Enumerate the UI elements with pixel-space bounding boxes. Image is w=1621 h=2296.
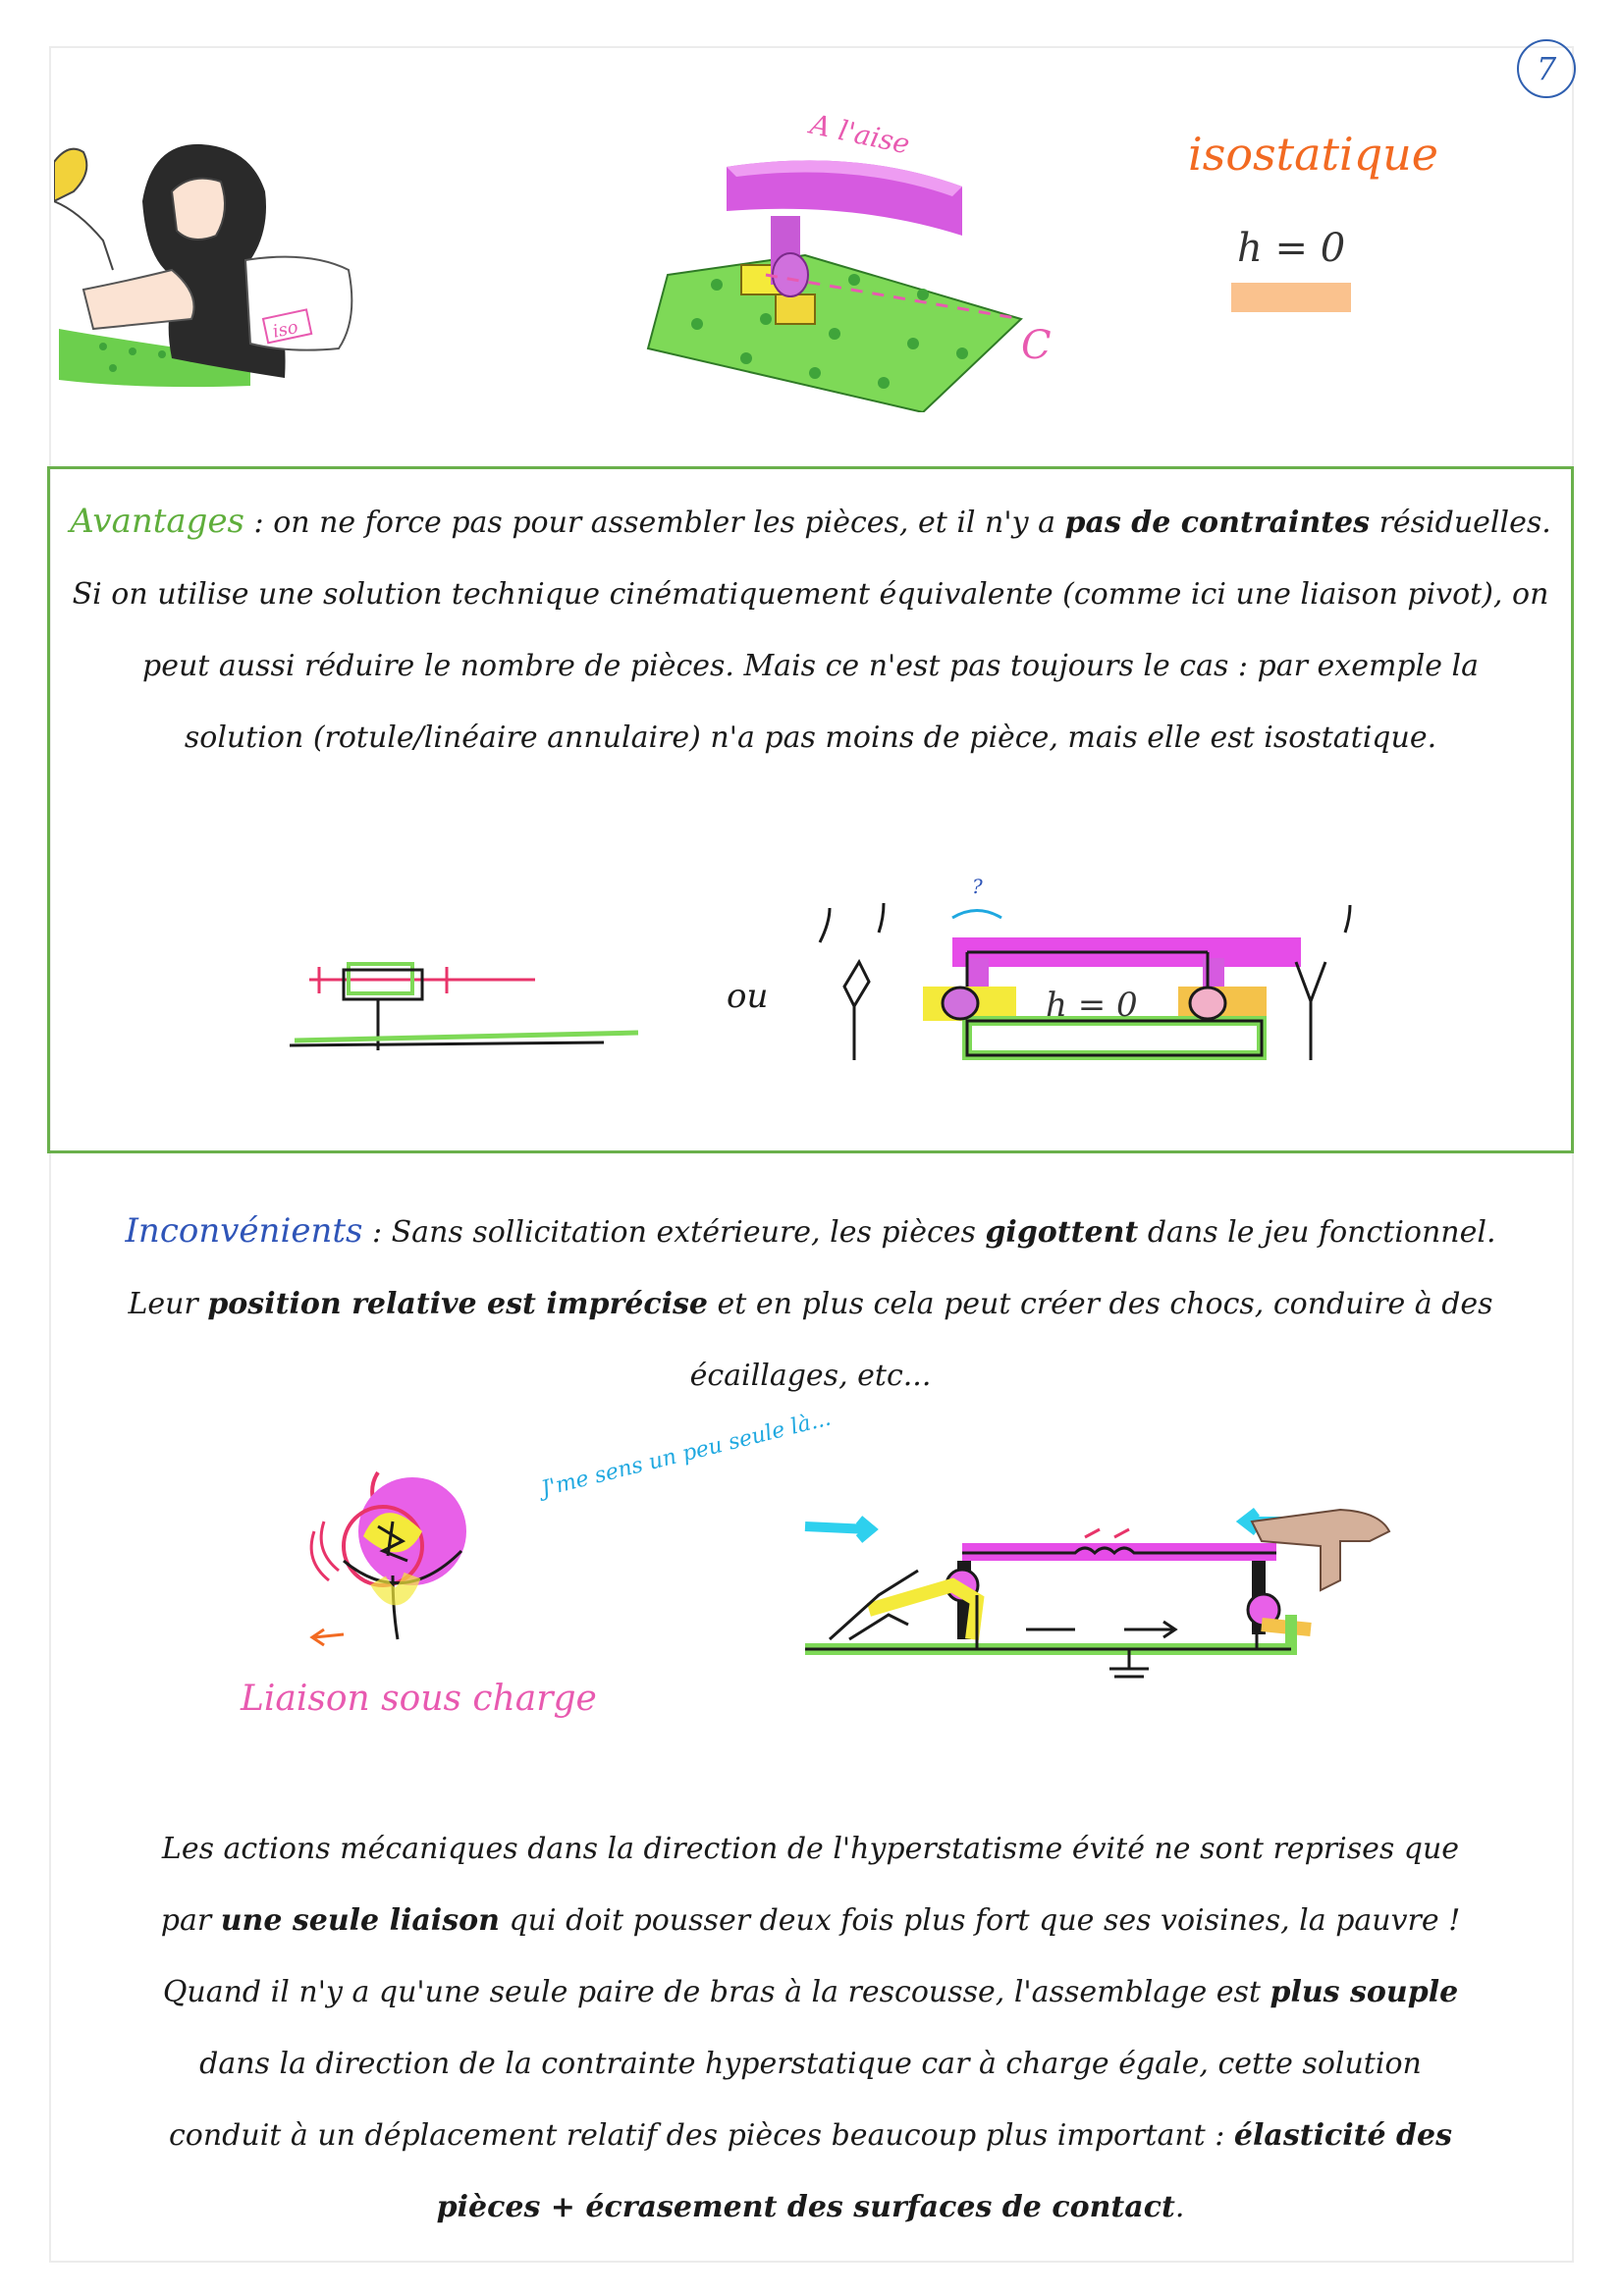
conclusion-emphasis-5: élasticité des [1233, 2118, 1452, 2153]
drawbacks-text-2a: Leur [128, 1287, 208, 1321]
section-title: isostatique [1188, 128, 1439, 181]
drawbacks-line-3: écaillages, etc... [689, 1359, 932, 1393]
conclusion-text-3a: Quand il n'y a qu'une seule paire de bras à la rescousse, l'assemblage est [162, 1975, 1270, 2009]
plate-label: iso [270, 316, 300, 343]
hyperstatic-degree: h = 0 [1237, 226, 1346, 271]
page-number: 7 [1517, 39, 1576, 98]
highlight-swatch [1231, 283, 1351, 312]
advantages-keyword: Avantages [70, 502, 245, 541]
speech-bubble: J'me sens un peu seule là... [538, 1406, 834, 1502]
question-mark: ? [972, 875, 983, 898]
drawbacks-line-1 [0, 1196, 1621, 1268]
conclusion-text-2a: par [160, 1903, 221, 1938]
conclusion-line-5 [0, 2100, 1621, 2171]
frame-under-load-illustration [790, 1502, 1399, 1698]
conclusion-text-5a: conduit à un déplacement relatif des pièces beaucoup plus important : [169, 2118, 1234, 2153]
conclusion-line-4: dans la direction de la contrainte hyperstatique car à charge égale, cette solution [199, 2047, 1422, 2081]
joint-caption: Liaison sous charge [241, 1679, 597, 1719]
arm-wrestling-illustration [54, 123, 378, 393]
conclusion-emphasis-3: plus souple [1270, 1975, 1459, 2009]
advantages-text-1b: résiduelles. [1370, 506, 1551, 540]
conclusion-line-3 [0, 1956, 1621, 2028]
conclusion-text-2b: qui doit pousser deux fois plus fort que ses voisines, la pauvre ! [499, 1903, 1461, 1938]
drawbacks-text-1a: : Sans sollicitation extérieure, les pièces [362, 1215, 986, 1250]
conclusion-emphasis-6: pièces + écrasement des surfaces de contact [436, 2190, 1175, 2224]
conclusion-text-6b: . [1174, 2190, 1185, 2224]
axis-label: C [1021, 323, 1052, 368]
drawbacks-line-2 [0, 1268, 1621, 1340]
or-label: ou [727, 977, 769, 1016]
advantages-line-2: Si on utilise une solution technique cinématiquement équivalente (comme ici une liaison pivot), on [72, 577, 1549, 612]
conclusion-text [0, 1813, 1621, 2243]
drawbacks-emphasis-1: gigottent [985, 1215, 1139, 1250]
pivot-assembly-illustration [628, 108, 1070, 412]
drawbacks-text-2b: et en plus cela peut créer des chocs, conduire à des [707, 1287, 1493, 1321]
advantages-line-3: peut aussi réduire le nombre de pièces. Mais ce n'est pas toujours le cas : par exemple la [142, 649, 1479, 683]
isostatic-block [1168, 128, 1439, 324]
drawbacks-text-1b: dans le jeu fonctionnel. [1138, 1215, 1496, 1250]
advantages-line-1 [0, 486, 1621, 559]
linear-annular-diagram [290, 952, 643, 1060]
conclusion-line-6 [0, 2171, 1621, 2243]
advantages-text [0, 486, 1621, 774]
advantages-text-1a: : on ne force pas pour assembler les pièces, et il n'y a [244, 506, 1065, 540]
drawbacks-text [0, 1196, 1621, 1412]
loaded-joint-illustration [285, 1453, 511, 1669]
conclusion-line-1: Les actions mécaniques dans la direction de l'hyperstatisme évité ne sont reprises que [161, 1832, 1460, 1866]
illustration-label: A l'aise [807, 108, 913, 161]
drawbacks-emphasis-2: position relative est imprécise [207, 1287, 708, 1321]
conclusion-emphasis-2: une seule liaison [220, 1903, 500, 1938]
advantages-emphasis: pas de contraintes [1064, 506, 1371, 540]
conclusion-line-2 [0, 1885, 1621, 1956]
isostatic-frame-diagram [805, 864, 1355, 1090]
drawbacks-keyword: Inconvénients [125, 1211, 363, 1251]
diagram-h-value: h = 0 [1046, 986, 1138, 1025]
advantages-line-4: solution (rotule/linéaire annulaire) n'a pas moins de pièce, mais elle est isostatique. [184, 721, 1437, 755]
